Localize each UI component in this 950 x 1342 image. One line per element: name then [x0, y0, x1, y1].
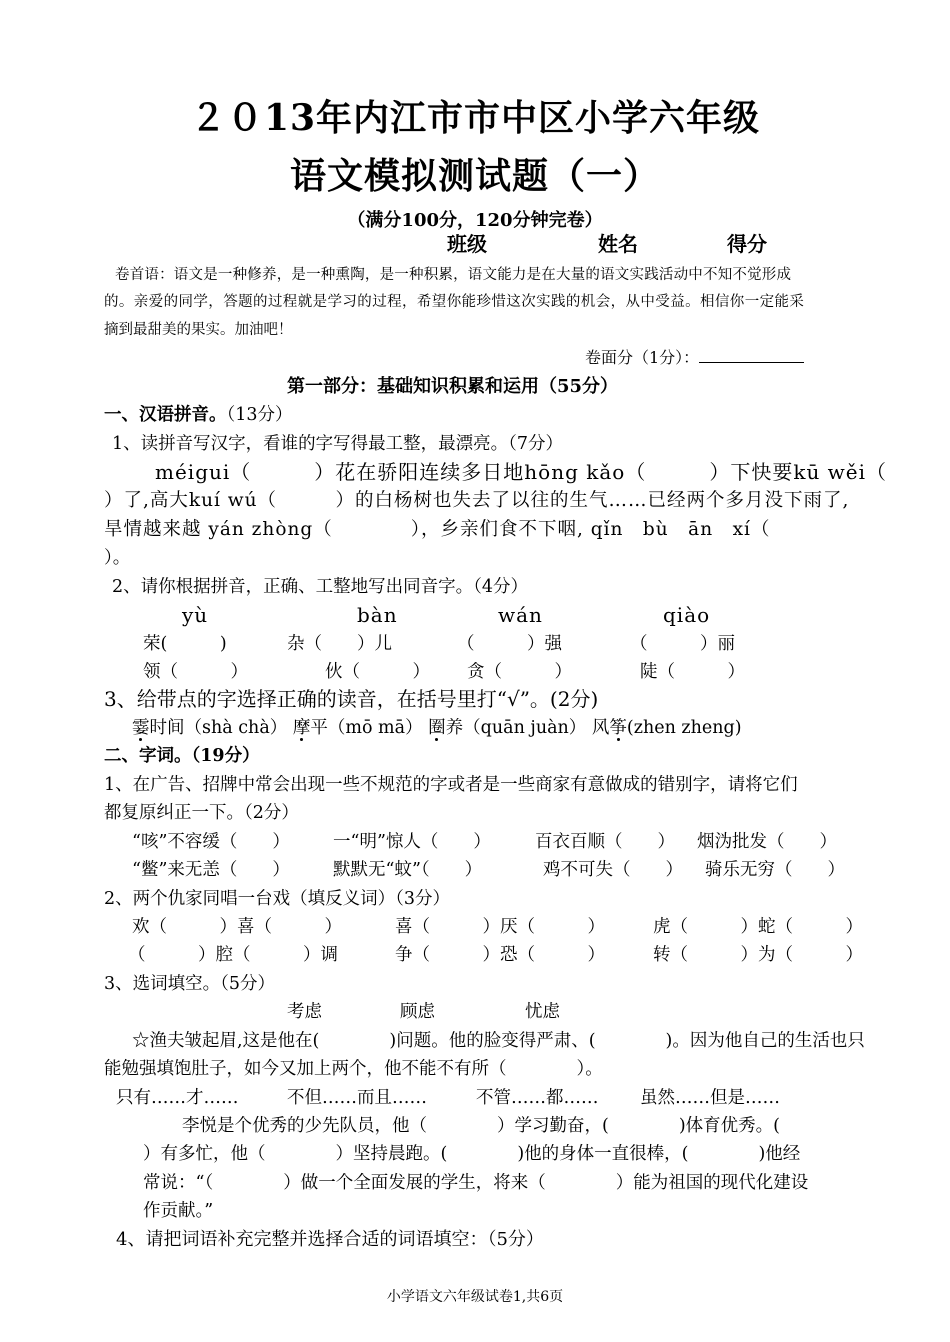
- s2-q1-row1-item-2: 一“明”惊人（ ）: [333, 832, 491, 852]
- s2-q2-row2-item-3: 转（ ）为（ ）: [653, 945, 863, 965]
- q3-items: [132, 716, 742, 740]
- s2-q3-conj-1: 只有……才……: [116, 1088, 239, 1108]
- s2-q3-word-2: 顾虑: [400, 1002, 435, 1022]
- s2-q3-conj-3: 不管……都……: [476, 1088, 599, 1108]
- score-label: 得分: [727, 232, 767, 256]
- s2-q2-title: 2、两个仇家同唱一台戏（填反义词）（3分）: [104, 889, 451, 909]
- s2-q3-word-3: 忧虑: [525, 1002, 560, 1022]
- q2-row2-item-4: 陡（ ）: [640, 662, 745, 682]
- q2-row1-item-1: 荣( ): [143, 634, 227, 654]
- q2-pinyin-3: wán: [498, 603, 543, 627]
- page-footer: 小学语文六年级试卷1,共6页: [386, 1289, 564, 1305]
- q2-pinyin-4: qiào: [663, 603, 711, 627]
- s2-q3-conj-4: 虽然……但是……: [640, 1088, 780, 1108]
- part1-heading: 第一部分：基础知识积累和运用（55分）: [287, 376, 619, 397]
- q2-row1-item-4: （ ）丽: [630, 634, 735, 654]
- s2-q2-row2-item-2: 争（ ）恐（ ）: [395, 945, 605, 965]
- q3-item-2: 摩平（mō mā）: [292, 718, 423, 738]
- q3-item-4: 风筝(zhen zheng): [591, 718, 742, 738]
- preface-line-1: 卷首语：语文是一种修养，是一种熏陶，是一种积累，语文能力是在大量的语文实践活动中不知不觉形成: [115, 267, 792, 283]
- neatness-label: 卷面分（1分）：: [585, 348, 700, 367]
- q2-row2-item-3: 贪（ ）: [467, 662, 572, 682]
- q3-item-3: 圈养（quān juàn）: [428, 718, 587, 738]
- s2-q4-title: 4、请把词语补充完整并选择合适的词语填空：（5分）: [116, 1229, 544, 1250]
- q2-row2-item-2: 伙（ ）: [325, 662, 430, 682]
- s2-q1-row1-item-4: 烟沩批发（ ）: [697, 832, 837, 852]
- s2-q2-row1-item-3: 虎（ ）蛇（ ）: [653, 917, 863, 937]
- q3-title: 3、给带点的字选择正确的读音，在括号里打“√”。(2分): [104, 687, 599, 711]
- q3-item-1: 霎时间（shà chà）: [132, 718, 288, 738]
- section1-heading: 一、汉语拼音。（13分）: [104, 405, 293, 425]
- q2-pinyin-2: bàn: [357, 603, 398, 627]
- s2-q3-para2-line-2: ）有多忙，他（ ）坚持晨跑。( )他的身体一直很棒，( )他经: [143, 1144, 801, 1164]
- s2-q2-row2-item-1: （ ）腔（ ）调: [128, 945, 338, 965]
- s2-q1-row2-item-1: “鳖”来无恙（ ）: [132, 860, 290, 880]
- name-label: 姓名: [598, 232, 638, 256]
- q1-title: 1、读拼音写汉字，看谁的字写得最工整，最漂亮。（7分）: [112, 434, 564, 454]
- s2-q3-conj-2: 不但……而且……: [287, 1088, 427, 1108]
- s2-q1-row1-item-3: 百衣百顺（ ）: [535, 832, 675, 852]
- subtitle: （满分100分，120分钟完卷）: [347, 210, 603, 231]
- q1-line-4: ）。: [104, 548, 131, 568]
- q2-pinyin-1: yù: [182, 603, 209, 627]
- q1-line-2: ）了,高大kuí wú（ ）的白杨树也失去了以往的生气……已经两个多月没下雨了,: [104, 490, 850, 511]
- title-line-1: ２０13年内江市市中区小学六年级: [189, 97, 761, 139]
- s2-q3-para2-line-1: 李悦是个优秀的少先队员，他（ ）学习勤奋，( )体育优秀。(: [182, 1116, 780, 1136]
- preface-line-2: 的。亲爱的同学，答题的过程就是学习的过程，希望你能珍惜这次实践的机会，从中受益。相信你一定能采: [104, 294, 805, 310]
- s2-q1-line-1: 1、在广告、招牌中常会出现一些不规范的字或者是一些商家有意做成的错别字，请将它们: [104, 775, 798, 795]
- s2-q1-row2-item-4: 骑乐无穷（ ）: [705, 860, 845, 880]
- q2-row1-item-3: （ ）强: [457, 634, 562, 654]
- q2-row1-item-2: 杂（ ）儿: [287, 634, 392, 654]
- neatness-score: [585, 346, 804, 370]
- s2-q2-row1-item-1: 欢（ ）喜（ ）: [132, 917, 342, 937]
- s2-q3-para1-line-1: ☆渔夫皱起眉,这是他在( )问题。他的脸变得严肃、( )。因为他自己的生活也只: [132, 1031, 865, 1051]
- section2-heading: 二、字词。（19分）: [104, 746, 260, 766]
- title-line-2: 语文模拟测试题（一）: [289, 155, 660, 197]
- s2-q3-para1-line-2: 能勉强填饱肚子，如今又加上两个，他不能不有所（ ）。: [104, 1059, 603, 1079]
- s2-q2-row1-item-2: 喜（ ）厌（ ）: [395, 917, 605, 937]
- s2-q3-para2-line-3: 常说：“（ ）做一个全面发展的学生，将来（ ）能为祖国的现代化建设: [143, 1173, 809, 1193]
- preface-line-3: 摘到最甜美的果实。加油吧！: [104, 322, 293, 338]
- s2-q3-word-1: 考虑: [287, 1002, 322, 1022]
- neatness-blank[interactable]: [699, 346, 804, 363]
- s2-q3-title: 3、选词填空。（5分）: [104, 974, 276, 994]
- q2-row2-item-1: 领（ ）: [143, 662, 248, 682]
- q1-line-3: 旱情越来越 yán zhòng（ ），乡亲们食不下咽, qǐn bù ān xí（: [104, 519, 771, 540]
- s2-q3-para2-line-4: 作贡献。”: [143, 1201, 214, 1221]
- q1-line-1: méigui（ ）花在骄阳连续多日地hōng kǎo（ ）下快要kū wěi（: [155, 460, 888, 484]
- s2-q1-row2-item-2: 默默无“蚊”（ ）: [333, 860, 483, 880]
- q2-title: 2、请你根据拼音，正确、工整地写出同音字。（4分）: [112, 577, 529, 597]
- s2-q1-line-2: 都复原纠正一下。（2分）: [104, 803, 299, 823]
- s2-q1-row1-item-1: “咳”不容缓（ ）: [132, 832, 290, 852]
- class-label: 班级: [447, 232, 487, 256]
- s2-q1-row2-item-3: 鸡不可失（ ）: [543, 860, 683, 880]
